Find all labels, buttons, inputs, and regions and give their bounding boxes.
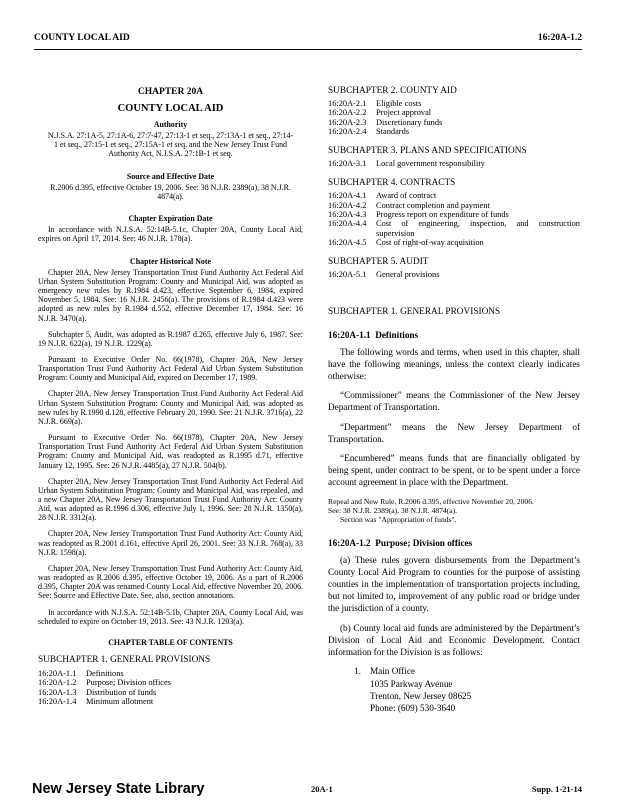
toc-entry-title: Eligible costs (376, 99, 422, 108)
toc-entry-title: Contract completion and payment (376, 200, 490, 210)
chapter-title: COUNTY LOCAL AID (117, 103, 224, 114)
running-header (34, 33, 582, 47)
toc-entry-title: Cost of right-of-way acquisition (376, 237, 484, 247)
toc-list-4 (328, 191, 580, 247)
toc-entry-number: 16:20A-4.5 (328, 237, 367, 247)
authority-heading: Authority (153, 120, 188, 129)
expiration-heading: Chapter Expiration Date (128, 214, 213, 224)
section-number: 16:20A-1.1 (328, 329, 371, 340)
source-text: R.2006 d.395, effective October 19, 2006. See: 38 N.J.R. 2389(a), 38 N.J.R. 4874(a). (50, 182, 291, 201)
toc-entry-title: Local government responsibility (376, 159, 485, 169)
section-title: Definitions (375, 329, 419, 340)
toc-list-2 (328, 99, 580, 136)
toc-entry (328, 238, 580, 247)
library-watermark: New Jersey State Library (32, 781, 205, 797)
history-paragraph: In accordance with N.J.S.A. 52:14B-5.1b, Chapter 20A, County Local Aid, was scheduled to expire on October 19, 2013. See: 43 N.J.R. 1203(a). (38, 607, 303, 626)
annotation-line: Section was "Appropriation of funds". (340, 514, 457, 524)
toc-entry-number: 16:20A-1.4 (38, 696, 77, 706)
header-rule (34, 49, 582, 50)
header-title: COUNTY LOCAL AID (34, 33, 130, 43)
toc-entry-number: 16:20A-2.1 (328, 99, 367, 108)
toc-entry-number: 16:20A-5.1 (328, 270, 367, 280)
toc-entry (328, 270, 580, 279)
toc-entry-number: 16:20A-4.4 (328, 219, 367, 229)
left-column (38, 86, 303, 706)
address-line: Phone: (609) 530-3640 (370, 703, 456, 714)
toc-list-3 (328, 159, 580, 168)
toc-entry-number: 16:20A-2.3 (328, 117, 367, 127)
address-line: Trenton, New Jersey 08625 (370, 691, 472, 702)
toc-entry (38, 669, 303, 678)
toc-entry-number: 16:20A-4.3 (328, 210, 367, 220)
toc-entry-title: Cost of engineering, inspection, and construction supervision (376, 219, 580, 238)
history-paragraph: Chapter 20A, New Jersey Transportation Trust Fund Authority Act Federal Aid Urban System Substitution Program: County and Municipal Aid, was adopted as new rules by R.1990 d.128, effective February 20, 1990. See: 21 N.J.R. 3716(a), 22 N.J.R. 669(a). (38, 389, 303, 426)
toc-entry (328, 99, 580, 108)
address-item-number: 1. (354, 666, 361, 677)
toc-entry (328, 159, 580, 168)
toc-entry-number: 16:20A-1.2 (38, 678, 77, 688)
history-paragraph: Chapter 20A, New Jersey Transportation Trust Fund Authority Act: County Aid, was readopted as R.2006 d.395, effective October 19, 2006. As a part of R.2006 d.395, Chapter 20A was renamed County Local Aid, effective November 20, 2006. See: Source and Effective Date. See, also, section annotations. (38, 563, 303, 601)
section-1-2-heading (328, 538, 580, 549)
toc-list-1 (38, 669, 303, 706)
toc-entry (328, 219, 580, 238)
toc-entry-number: 16:20A-1.3 (38, 687, 77, 697)
source-heading: Source and Effective Date (126, 171, 215, 181)
definition-encumbered: “Encumbered” means funds that are financially obligated by being spent, under contract to be spent, or to be spent under a force account agreement in place with the Department. (328, 452, 580, 488)
toc-subchapter-5: SUBCHAPTER 5. AUDIT (328, 257, 429, 268)
toc-subchapter-1: SUBCHAPTER 1. GENERAL PROVISIONS (38, 655, 211, 666)
toc-entry (328, 210, 580, 219)
history-heading: Chapter Historical Note (130, 256, 211, 266)
toc-entry-title: General provisions (376, 270, 440, 280)
annotation-line: See: 38 N.J.R. 2389(a), 38 N.J.R. 4874(a). (328, 505, 458, 515)
main-office-address (354, 665, 580, 715)
subchapter-1-heading: SUBCHAPTER 1. GENERAL PROVISIONS (328, 306, 501, 317)
toc-entry-title: Definitions (86, 669, 124, 679)
toc-heading: CHAPTER TABLE OF CONTENTS (108, 637, 233, 647)
toc-entry-number: 16:20A-4.2 (328, 200, 367, 210)
page-number: 20A-1 (311, 784, 333, 794)
toc-entry-title: Standards (376, 126, 410, 136)
definition-commissioner: “Commissioner” means the Commissioner of the New Jersey Department of Transportation. (328, 390, 580, 413)
section-1-1-annotation (328, 497, 580, 524)
toc-entry-title: Progress report on expenditure of funds (376, 210, 509, 220)
address-line: Main Office (370, 666, 415, 677)
supplement-date: Supp. 1-21-14 (531, 784, 582, 794)
chapter-number: CHAPTER 20A (137, 87, 204, 97)
toc-list-5 (328, 270, 580, 279)
toc-entry (38, 688, 303, 697)
history-paragraph: Pursuant to Executive Order No. 66(1978), Chapter 20A, New Jersey Transportation Trust Fund Authority Act Federal Aid Urban System Substitution Program: County and Municipal Aid, expired on December 17, 1989. (38, 354, 303, 383)
toc-subchapter-4: SUBCHAPTER 4. CONTRACTS (328, 178, 456, 189)
toc-entry-number: 16:20A-3.1 (328, 159, 367, 169)
address-line: 1035 Parkway Avenue (370, 678, 453, 689)
annotation-line: Repeal and New Rule, R.2006 d.395, effective November 20, 2006. (328, 496, 534, 506)
purpose-paragraph-a: (a) These rules govern disbursements from the Department’s County Local Aid Program to counties for the purpose of assisting counties in the implementation of transportation projects including, but not limited to, improvement of any public road or bridge under the jurisdiction of a county. (328, 554, 580, 614)
toc-entry (328, 201, 580, 210)
history-paragraph: Chapter 20A, New Jersey Transportation Trust Fund Authority Act: County Aid, was readopted as R.2001 d.161, effective April 26, 2001. See: 33 N.J.R. 768(a), 33 N.J.R. 1598(a). (38, 529, 303, 557)
toc-entry (38, 678, 303, 687)
section-1-1-heading (328, 330, 580, 341)
toc-entry (328, 108, 580, 117)
section-number: 16:20A-1.2 (328, 537, 371, 548)
toc-entry-number: 16:20A-1.1 (38, 669, 77, 679)
purpose-paragraph-b: (b) County local aid funds are administered by the Department’s Division of Local Aid and Economic Development. Contact information for the Division is as follows: (328, 622, 580, 658)
authority-text: N.J.S.A. 27:1A-5, 27:1A-6, 27:7-47, 27:13-1 et seq., 27:13A-1 et seq., 27:14-1 et seq., 27:15-1 et seq., 27:15A-1 et seq. and the New Jersey Trust Fund Authority Act, N.J.S.A. 27:1B-1 et seq. (47, 131, 294, 159)
right-column (328, 86, 580, 715)
toc-subchapter-2: SUBCHAPTER 2. COUNTY AID (328, 86, 457, 96)
toc-entry-title: Award of contract (376, 191, 437, 201)
toc-entry-title: Distribution of funds (86, 687, 157, 697)
header-section: 16:20A-1.2 (537, 33, 582, 43)
toc-entry-title: Minimum allotment (86, 696, 154, 706)
toc-entry-title: Discretionary funds (376, 117, 443, 127)
toc-entry-title: Purpose; Division offices (86, 678, 171, 688)
definition-department: “Department” means the New Jersey Department of Transportation. (328, 421, 580, 444)
history-paragraph: Pursuant to Executive Order No. 66(1978), Chapter 20A, New Jersey Transportation Trust Fund Authority Act Federal Aid Urban System Substitution Program: County and Municipal Aid, was readopted as R.1995 d.71, effective January 12, 1995. See: 26 N.J.R. 4485(a), 27 N.J.R. 504(b). (38, 433, 303, 470)
toc-entry-number: 16:20A-4.1 (328, 191, 367, 201)
toc-subchapter-3: SUBCHAPTER 3. PLANS AND SPECIFICATIONS (328, 146, 527, 157)
page-footer (32, 781, 582, 797)
history-paragraph: Chapter 20A, New Jersey Transportation Trust Fund Authority Act Federal Aid Urban System Substitution Program: County and Municipal Aid, was repealed, and a new Chapter 20A, New Jersey Transportation Trust Fund Authority Act: County Aid, was adopted as R.1996 d.306, effective July 1, 1996. See: 28 N.J.R. 1350(a), 28 N.J.R. 3312(a). (38, 476, 303, 523)
history-paragraph: Chapter 20A, New Jersey Transportation Trust Fund Authority Act Federal Aid Urban System Substitution Program: County and Municipal Aid, was adopted as emergency new rules by R.1984 d.423, effective September 6, 1984, expired November 5, 1984. See: 16 N.J.R. 2456(a). The provisions of R.1984 d.423 were adopted as new rules by R.1984 d.552, effective December 17, 1984. See: 16 N.J.R. 3470(a). (38, 267, 303, 323)
toc-entry (38, 697, 303, 706)
section-title: Purpose; Division offices (375, 537, 473, 548)
expiration-text: In accordance with N.J.S.A. 52:14B-5.1c, Chapter 20A, County Local Aid, expires on April 17, 2014. See: 46 N.J.R. 178(a). (38, 225, 303, 244)
definitions-intro: The following words and terms, when used in this chapter, shall have the following meanings, unless the context clearly indicates otherwise: (328, 346, 580, 381)
toc-entry-title: Project approval (376, 108, 432, 118)
toc-entry-number: 16:20A-2.2 (328, 108, 367, 118)
toc-entry-number: 16:20A-2.4 (328, 126, 367, 136)
toc-entry (328, 118, 580, 127)
history-paragraph: Subchapter 5, Audit, was adopted as R.1987 d.265, effective July 6, 1987. See: 19 N.J.R. 622(a), 19 N.J.R. 1229(a). (38, 329, 303, 348)
toc-entry (328, 127, 580, 136)
toc-entry (328, 191, 580, 200)
